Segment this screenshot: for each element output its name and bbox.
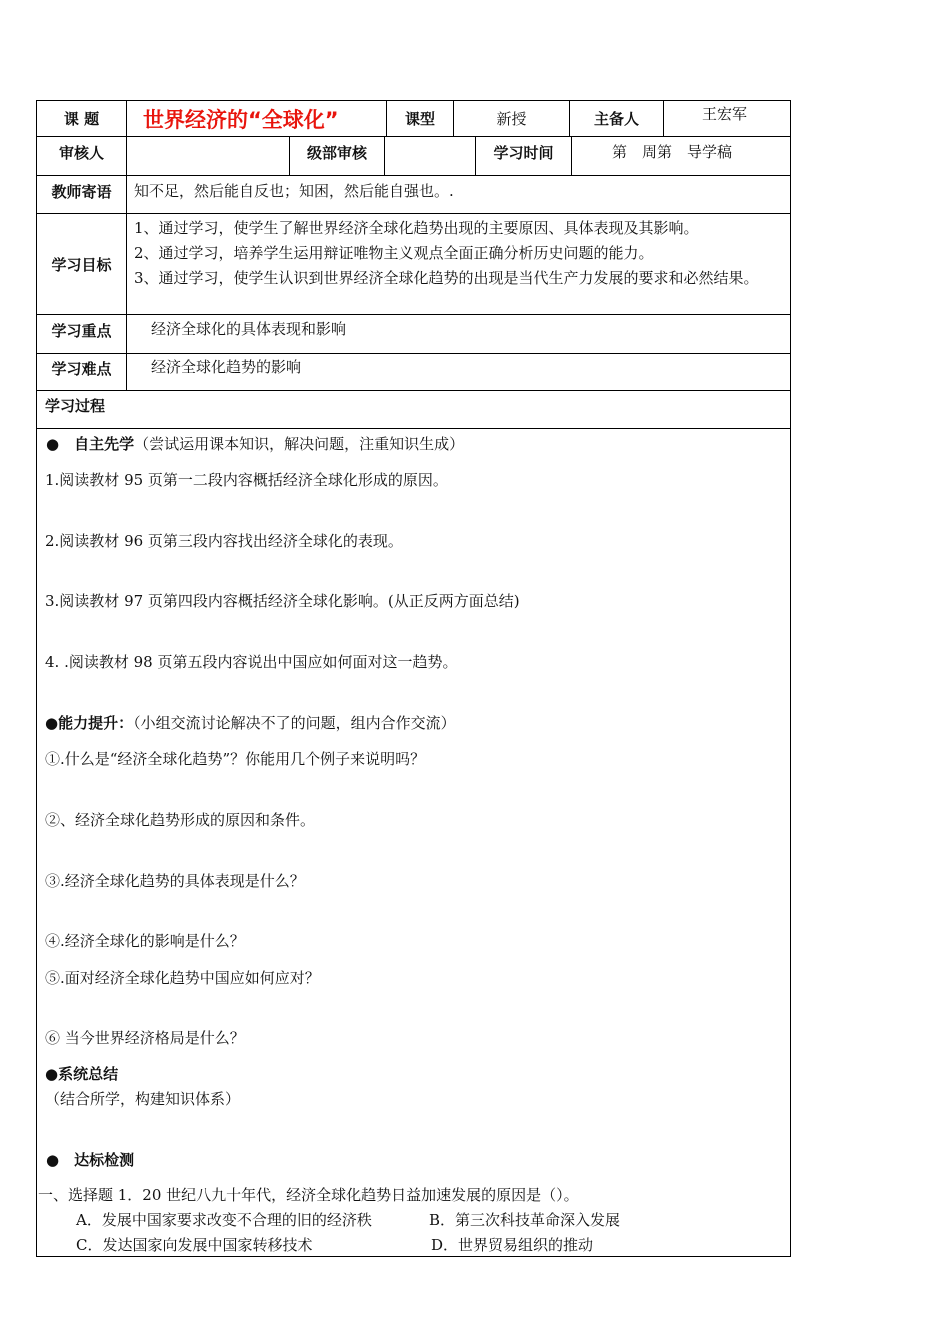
label-goals: 学习目标 — [51, 255, 112, 274]
focus-text: 经济全球化的具体表现和影响 — [151, 320, 347, 338]
self-study-item: 1.阅读教材 95 页第一二段内容概括经济全球化形成的原因。 — [45, 471, 448, 489]
self-study-note: （尝试运用课本知识，解决问题，注重知识生成） — [134, 435, 465, 453]
test-question: 一、选择题 1．20 世纪八九十年代，经济全球化趋势日益加速发展的原因是（）。 — [38, 1186, 579, 1204]
self-study-item: 2.阅读教材 96 页第三段内容找出经济全球化的表现。 — [45, 532, 403, 550]
preparer-value: 王宏军 — [702, 105, 748, 123]
label-reviewer: 审核人 — [58, 143, 104, 162]
test-option-a: A．发展中国家要求改变不合理的旧的经济秩 — [76, 1211, 372, 1229]
test-heading: ● 达标检测 — [46, 1151, 135, 1169]
page-title: 世界经济的“全球化” — [143, 107, 339, 132]
label-study-time: 学习时间 — [493, 143, 554, 162]
goal-item: 2、通过学习，培养学生运用辩证唯物主义观点全面正确分析历史问题的能力。 — [134, 244, 654, 262]
label-focus: 学习重点 — [51, 321, 112, 340]
label-difficulty: 学习难点 — [51, 359, 112, 378]
self-study-item: 3.阅读教材 97 页第四段内容概括经济全球化影响。(从正反两方面总结) — [45, 592, 520, 610]
ability-item: ②、经济全球化趋势形成的原因和条件。 — [45, 811, 316, 829]
study-time-value: 第 周第 导学稿 — [612, 143, 733, 161]
test-option-c: C．发达国家向发展中国家转移技术 — [76, 1236, 313, 1254]
goals-list — [134, 216, 784, 291]
summary-heading: ●系统总结 — [45, 1065, 119, 1083]
ability-heading: ●能力提升： — [45, 714, 134, 732]
motto-text: 知不足，然后能自反也；知困，然后能自强也。. — [134, 182, 454, 200]
label-topic: 课 题 — [63, 110, 100, 128]
test-option-b: B．第三次科技革命深入发展 — [429, 1211, 621, 1229]
self-study-item: 4. .阅读教材 98 页第五段内容说出中国应如何面对这一趋势。 — [45, 653, 458, 671]
label-grade-review: 级部审核 — [306, 143, 367, 162]
ability-item: ⑤.面对经济全球化趋势中国应如何应对？ — [45, 969, 320, 987]
goal-item: 1、通过学习，使学生了解世界经济全球化趋势出现的主要原因、具体表现及其影响。 — [134, 219, 699, 237]
label-motto: 教师寄语 — [51, 182, 112, 201]
label-lesson-type: 课型 — [404, 110, 435, 128]
difficulty-text: 经济全球化趋势的影响 — [151, 358, 302, 376]
label-process: 学习过程 — [45, 397, 106, 415]
label-preparer: 主备人 — [593, 110, 639, 128]
self-study-heading: ● 自主先学 — [46, 435, 135, 453]
lesson-type-value: 新授 — [496, 110, 527, 128]
summary-note: （结合所学，构建知识体系） — [45, 1090, 241, 1108]
ability-item: ④.经济全球化的影响是什么？ — [45, 932, 245, 950]
ability-item: ①.什么是“经济全球化趋势”？你能用几个例子来说明吗？ — [45, 750, 426, 768]
ability-item: ⑥ 当今世界经济格局是什么？ — [45, 1029, 245, 1047]
goal-item: 3、通过学习，使学生认识到世界经济全球化趋势的出现是当代生产力发展的要求和必然结果。 — [134, 269, 759, 287]
ability-item: ③.经济全球化趋势的具体表现是什么？ — [45, 872, 305, 890]
ability-note: （小组交流讨论解决不了的问题，组内合作交流） — [133, 714, 456, 732]
test-option-d: D．世界贸易组织的推动 — [431, 1236, 594, 1254]
self-study-heading-line — [46, 434, 464, 454]
ability-heading-line — [45, 713, 456, 733]
